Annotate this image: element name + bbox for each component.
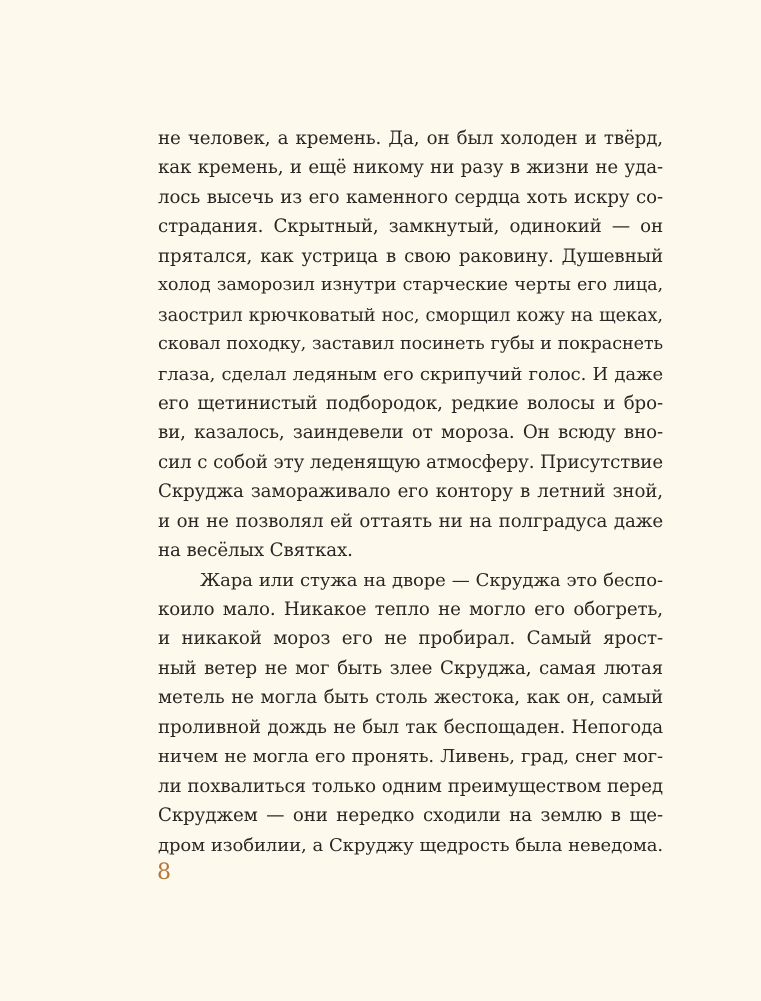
text-line: прятался, как устрица в свою раковину. Душевный	[158, 245, 663, 267]
text-line: и никакой мороз его не пробирал. Самый ярост-	[158, 628, 663, 650]
text-line: ви, казалось, заиндевели от мороза. Он всюду вно-	[158, 422, 663, 444]
text-line: ли похвалиться только одним преимуществом перед	[158, 775, 663, 797]
body-text	[158, 124, 663, 860]
text-line: глаза, сделал ледяным его скрипучий голос. И даже	[158, 363, 663, 385]
text-line: не человек, а кремень. Да, он был холоден и твёрд,	[158, 128, 663, 149]
text-line: метель не могла быть столь жестока, как он, самый	[158, 687, 663, 709]
text-line: заострил крючковатый нос, сморщил кожу на щеках,	[158, 304, 663, 326]
text-line: дром изобилии, а Скруджу щедрость была неведома.	[158, 834, 663, 856]
paragraph-start-line: Жара или стужа на дворе — Скруджа это беспо-	[200, 569, 663, 591]
text-line: сковал походку, заставил посинеть губы и покраснеть	[158, 334, 663, 355]
text-line: ничем не могла его пронять. Ливень, град, снег мог-	[158, 746, 663, 768]
text-line: как кремень, и ещё никому ни разу в жизни не уда-	[158, 157, 663, 179]
paragraph-end-line: на весёлых Святках.	[158, 540, 353, 562]
page-number: 8	[157, 860, 171, 885]
text-line: лось высечь из его каменного сердца хоть искру со-	[158, 186, 663, 208]
text-line: Скруджем — они нередко сходили на землю в ще-	[158, 805, 663, 827]
text-line: холод заморозил изнутри старческие черты его лица,	[158, 275, 663, 296]
text-line: Скруджа замораживало его контору в летний зной,	[158, 481, 663, 503]
text-line: его щетинистый подбородок, редкие волосы и бро-	[158, 392, 663, 414]
text-line: ный ветер не мог быть злее Скруджа, самая лютая	[158, 657, 663, 679]
text-line: страдания. Скрытный, замкнутый, одинокий — он	[158, 216, 663, 238]
text-line: и он не позволял ей оттаять ни на полградуса даже	[158, 510, 663, 532]
text-line: сил с собой эту леденящую атмосферу. Присутствие	[158, 451, 663, 473]
text-line: проливной дождь не был так беспощаден. Непогода	[158, 716, 663, 738]
text-line: коило мало. Никакое тепло не могло его обогреть,	[158, 599, 663, 620]
